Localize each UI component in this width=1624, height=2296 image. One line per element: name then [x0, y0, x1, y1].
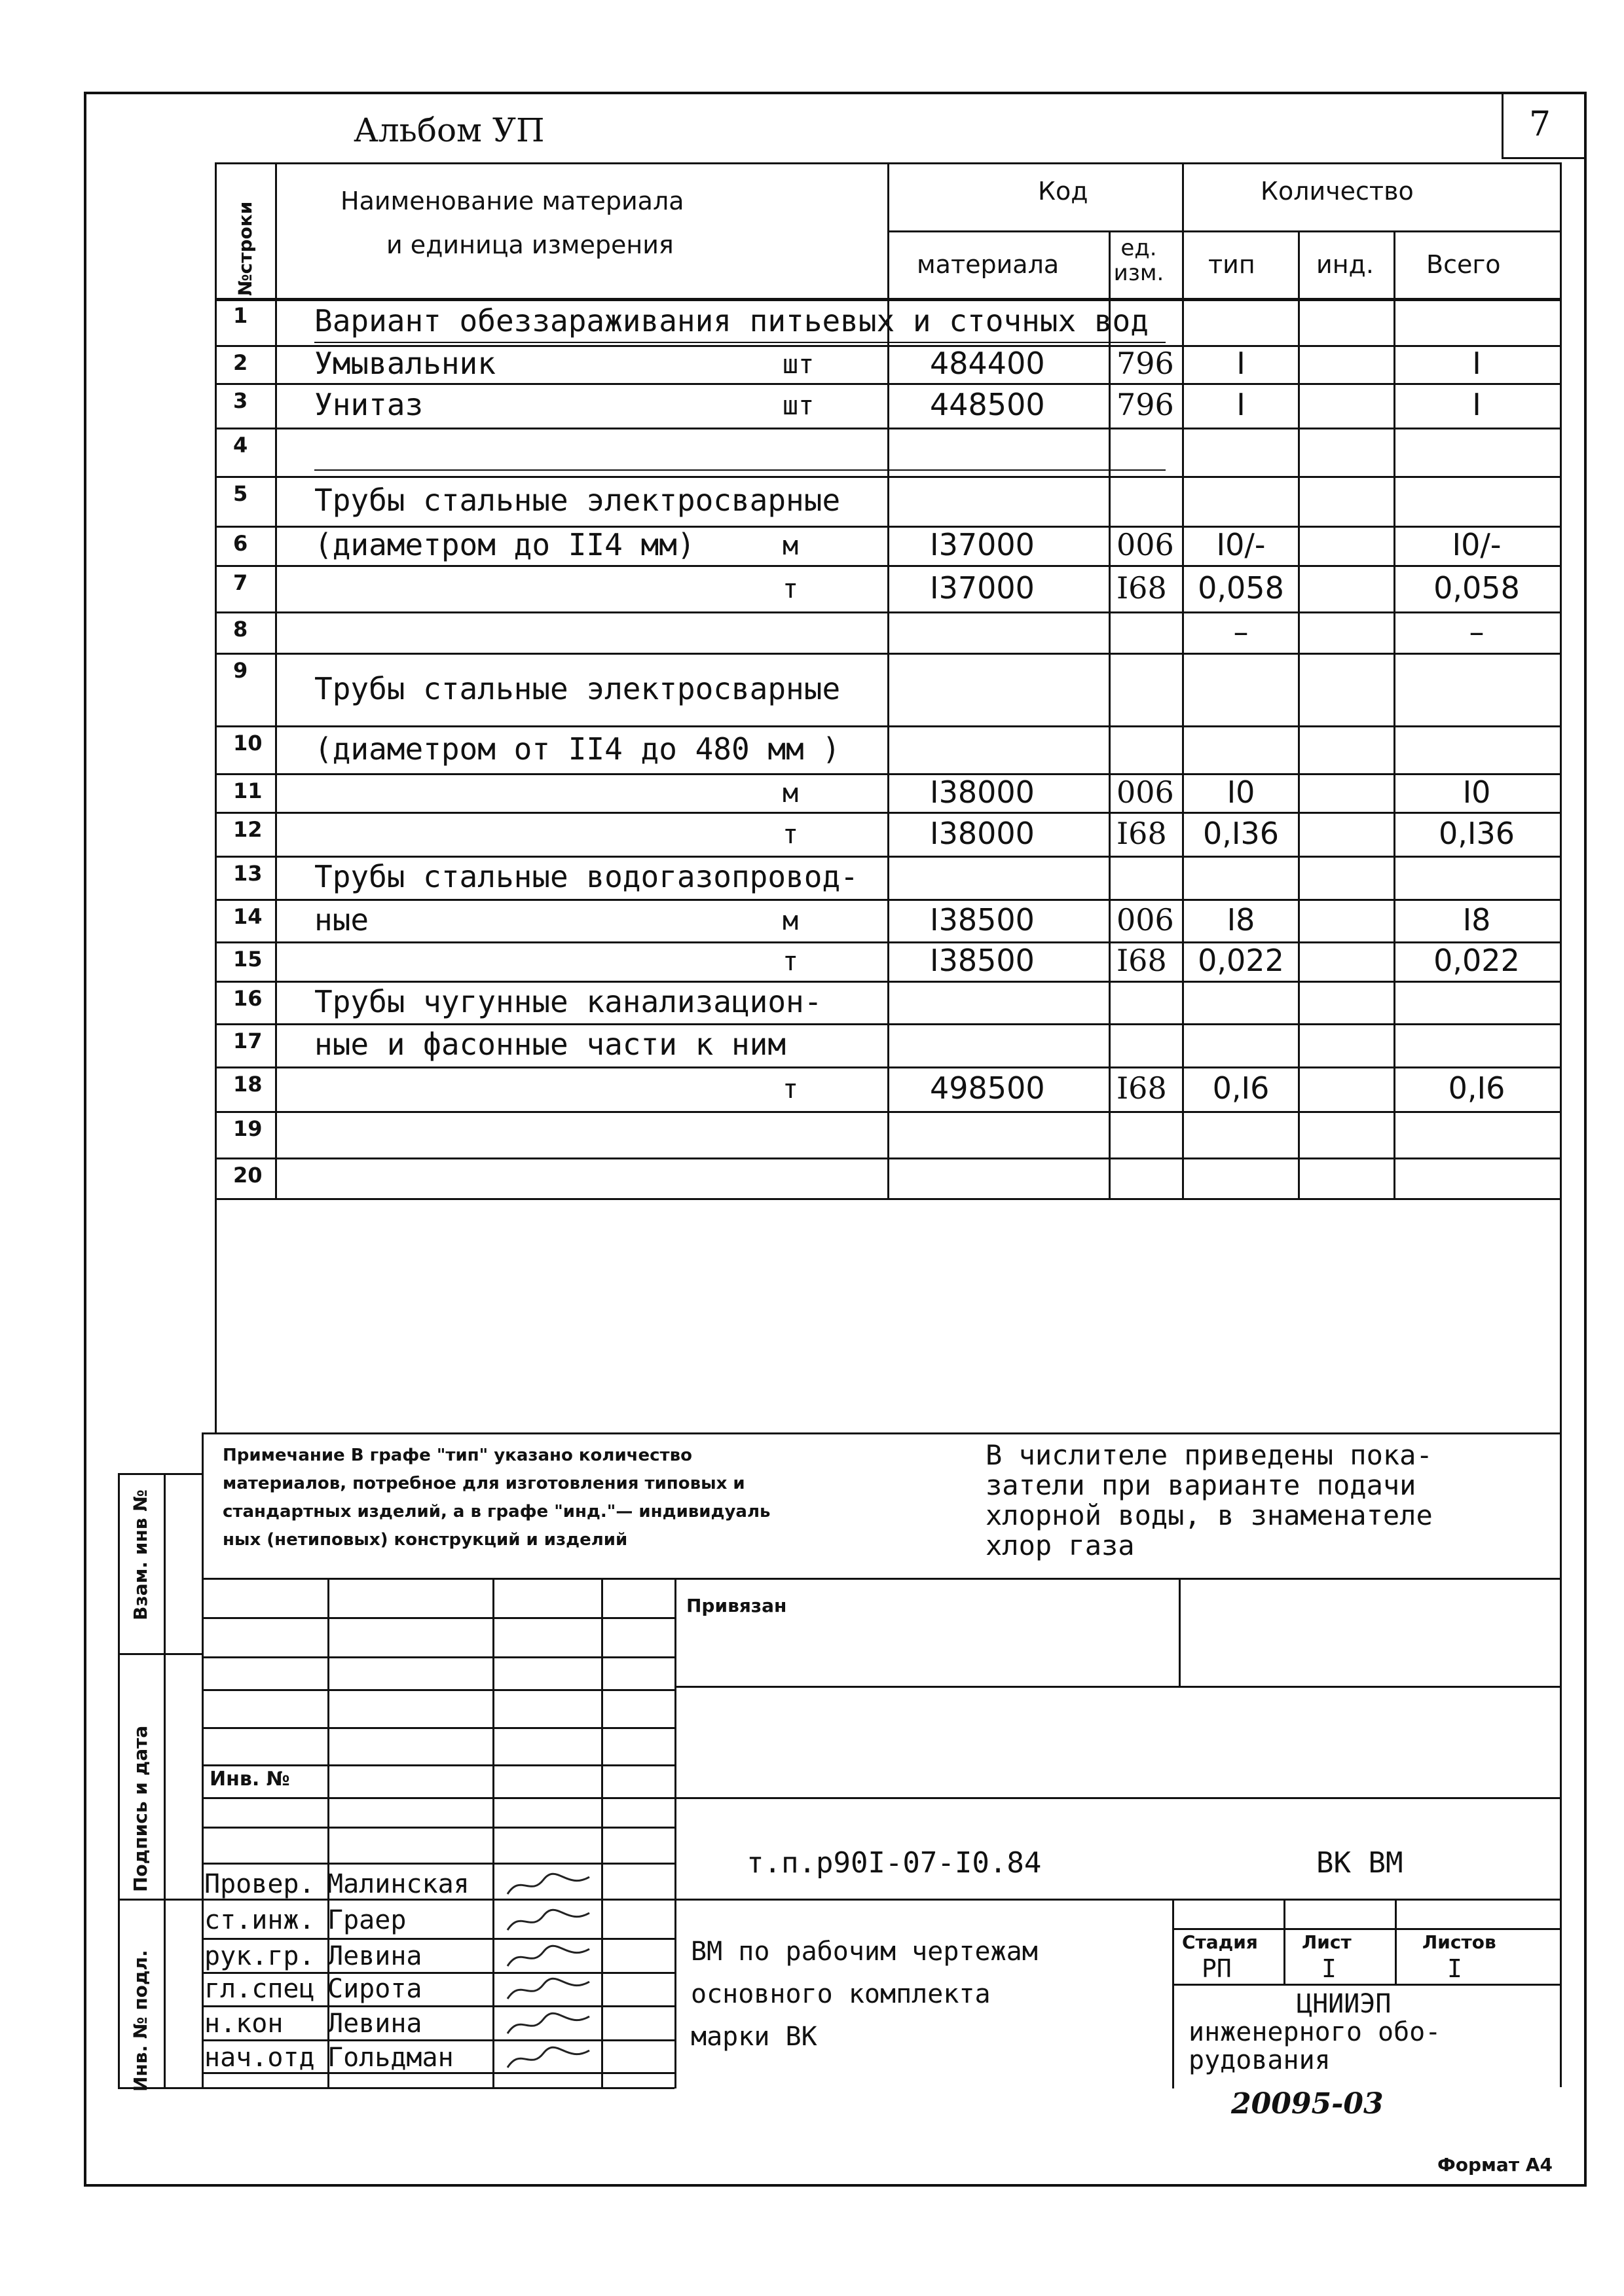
doc-title-line1: ВМ по рабочим чертежам	[691, 1937, 1038, 1967]
column-line	[1182, 230, 1184, 1198]
row-number: 9	[233, 658, 248, 683]
row-number: 13	[233, 861, 263, 886]
signer-name: Гольдман	[327, 2043, 454, 2073]
code-header: Код	[1038, 177, 1088, 206]
org-line1: ЦНИИЭП	[1297, 1989, 1392, 2019]
row-line	[215, 1198, 1560, 1200]
unit-of-measure: м	[783, 531, 799, 561]
qty-type: I0/-	[1216, 527, 1266, 562]
stamp-bottom-line	[118, 2087, 674, 2089]
material-code: 498500	[930, 1070, 1045, 1106]
row-number: 1	[233, 303, 248, 328]
privyazan-label: Привязан	[686, 1595, 787, 1616]
signature-mark	[504, 2044, 596, 2074]
column-line	[1393, 230, 1395, 1198]
designation-top	[674, 1797, 1560, 1799]
qty-type: I0	[1227, 774, 1255, 810]
material-code: I38000	[930, 774, 1035, 810]
material-name: Трубы чугунные канализацион-	[314, 983, 822, 1019]
row-number: 3	[233, 388, 248, 413]
sheets-label: Листов	[1422, 1931, 1496, 1953]
row-number: 5	[233, 481, 248, 506]
stage-value-line	[1172, 1984, 1560, 1986]
unit-of-measure: м	[783, 778, 799, 809]
material-name: (диаметром до II4 мм)	[314, 527, 695, 562]
sheet-label: Лист	[1302, 1931, 1352, 1953]
stage-value: РП	[1202, 1954, 1232, 1983]
signer-name: Левина	[327, 1941, 422, 1971]
qty-total: I0/-	[1452, 527, 1502, 562]
stamp-row-line	[202, 1938, 674, 1940]
row-number: 7	[233, 570, 248, 595]
row-number: 15	[233, 947, 263, 972]
signer-name: Граер	[327, 1905, 407, 1935]
column-line	[275, 162, 277, 1198]
side-column-split	[118, 1653, 202, 1655]
column-line	[215, 162, 217, 1198]
row-number: 6	[233, 531, 248, 556]
row-number: 11	[233, 778, 263, 803]
unit-code: 006	[1116, 774, 1174, 810]
material-name: Унитаз	[314, 387, 424, 422]
row-number-header: №строки	[234, 201, 256, 296]
doc-title-line2: основного комплекта	[691, 1979, 991, 2009]
unit-code: 006	[1116, 902, 1174, 938]
code-qty-separator	[1182, 162, 1184, 230]
stamp-column-line	[601, 1578, 603, 2088]
qty-total: –	[1469, 613, 1485, 649]
stamp-row-line	[202, 2039, 674, 2041]
unit-code: I68	[1116, 943, 1167, 978]
qty-type: I	[1236, 346, 1246, 381]
qty-total-header: Всего	[1426, 250, 1501, 279]
signer-role: нач.отд	[204, 2043, 315, 2073]
drawing-mark: ВК ВМ	[1316, 1846, 1403, 1880]
material-name: Трубы стальные электросварные	[314, 483, 841, 518]
signer-role: ст.инж.	[204, 1905, 315, 1935]
org-line3: рудования	[1189, 2045, 1331, 2075]
qty-type-header: тип	[1208, 250, 1255, 279]
stamp-row-line	[202, 1827, 674, 1829]
name-header-line1: Наименование материала	[341, 187, 684, 215]
qty-total: I	[1472, 346, 1481, 381]
material-code: 484400	[930, 346, 1045, 381]
qty-type: 0,I36	[1203, 815, 1279, 851]
org-split	[1172, 1899, 1174, 2088]
row-number: 12	[233, 817, 263, 842]
material-name: Трубы стальные электросварные	[314, 670, 841, 706]
inv-podl-label: Инв. № подл.	[130, 1950, 151, 2092]
row-underline	[314, 469, 1166, 471]
stamp-left-line	[202, 1432, 204, 2087]
row-number: 14	[233, 904, 263, 929]
stage-label: Стадия	[1182, 1931, 1258, 1953]
material-name: ные и фасонные части к ним	[314, 1027, 786, 1062]
signer-role: рук.гр.	[204, 1941, 315, 1971]
row-number: 19	[233, 1116, 263, 1141]
privyazan-bottom	[674, 1686, 1560, 1688]
inv-no-label: Инв. №	[210, 1768, 290, 1791]
row-number: 4	[233, 433, 248, 458]
qty-type: 0,058	[1198, 570, 1284, 606]
stamp-row-line	[202, 2005, 674, 2007]
qty-type: –	[1233, 613, 1249, 649]
stamp-row-line	[202, 1764, 674, 1766]
stage-header-line	[1172, 1928, 1560, 1930]
vzam-inv-label: Взам. инв №	[130, 1489, 151, 1620]
unit-code: I68	[1116, 1070, 1167, 1106]
unit-of-measure: т	[783, 1074, 799, 1104]
privyazan-split	[1179, 1578, 1181, 1686]
quantity-header: Количество	[1261, 177, 1414, 206]
qty-type: 0,I6	[1212, 1070, 1270, 1106]
sheet-value: I	[1321, 1954, 1337, 1983]
unit-of-measure: шт	[783, 350, 815, 380]
privyazan-top	[674, 1578, 1560, 1580]
qty-total: 0,I6	[1448, 1070, 1505, 1106]
page-number: 7	[1529, 105, 1551, 144]
material-code: I37000	[930, 570, 1035, 606]
side-column-line	[164, 1473, 166, 2088]
qty-type: I	[1236, 387, 1246, 422]
note-left-line3: стандартных изделий, а в графе "инд."— индивидуаль	[223, 1502, 771, 1522]
format-label: Формат А4	[1437, 2154, 1553, 2176]
stamp-row-line	[202, 1797, 674, 1799]
signature-mark	[504, 1975, 596, 2005]
row-number: 18	[233, 1072, 263, 1097]
unit-code: I68	[1116, 570, 1167, 606]
qty-total: 0,I36	[1439, 815, 1515, 851]
unit-of-measure: т	[783, 819, 799, 850]
unit-of-measure: т	[783, 574, 799, 604]
row-number: 17	[233, 1029, 263, 1053]
unit-code: 006	[1116, 527, 1174, 562]
row-underline	[314, 342, 1166, 343]
unit-of-measure: м	[783, 905, 799, 936]
signature-mark	[504, 1942, 596, 1973]
column-line	[1298, 230, 1300, 1198]
stamp-row-line	[202, 1863, 674, 1865]
material-code: I38000	[930, 815, 1035, 851]
note-left-line4: ных (нетиповых) конструкций и изделий	[223, 1530, 628, 1550]
unit-code: I68	[1116, 815, 1167, 851]
qty-total: I0	[1462, 774, 1491, 810]
qty-ind-header: инд.	[1316, 250, 1374, 279]
stamp-column-line	[492, 1578, 494, 2088]
signature-mark	[504, 2010, 596, 2040]
note-left-line	[215, 1198, 217, 1432]
note-right-line2: затели при варианте подачи	[986, 1469, 1416, 1501]
qty-total: I	[1472, 387, 1481, 422]
material-code: I37000	[930, 527, 1035, 562]
name-header-line2: и единица измерения	[386, 230, 674, 259]
unit-of-measure: т	[783, 947, 799, 977]
stamp-row-line	[202, 1617, 674, 1619]
note-left-line1: Примечание В графе "тип" указано количество	[223, 1446, 692, 1465]
sheet-column-line	[1395, 1899, 1397, 1984]
note-left-line2: материалов, потребное для изготовления типовых и	[223, 1474, 745, 1493]
designation: т.п.р90I-07-I0.84	[747, 1846, 1042, 1880]
unit-of-measure: шт	[783, 391, 815, 421]
stamp-row-line	[202, 1656, 674, 1658]
stamp-row-line	[202, 1727, 674, 1729]
row-number: 20	[233, 1163, 263, 1188]
archive-number: 20095-03	[1231, 2087, 1384, 2121]
code-material-header: материала	[917, 250, 1060, 279]
unit-code: 796	[1116, 387, 1174, 422]
code-unit-header: ед. изм.	[1113, 235, 1164, 286]
material-name: Умывальник	[314, 346, 496, 381]
doc-title-line3: марки ВК	[691, 2022, 817, 2052]
note-right-line3: хлорной воды, в знаменателе	[986, 1499, 1433, 1531]
material-code: I38500	[930, 943, 1035, 978]
signer-name: Сирота	[327, 1974, 422, 2004]
material-code: 448500	[930, 387, 1045, 422]
stamp-right-line	[1560, 1198, 1562, 2087]
qty-total: 0,022	[1433, 943, 1520, 978]
material-name: Вариант обеззараживания питьевых и сточных вод	[314, 303, 1149, 338]
org-line2: инженерного обо-	[1189, 2017, 1441, 2047]
album-title: Альбом УП	[354, 111, 545, 149]
column-line	[1560, 162, 1562, 1198]
signature-mark	[504, 1906, 596, 1937]
signer-name: Левина	[327, 2009, 422, 2039]
note-top-line	[202, 1432, 1560, 1434]
row-number: 2	[233, 350, 248, 375]
stamp-column-line	[674, 1578, 676, 2088]
note-right-line1: В числителе приведены пока-	[986, 1439, 1433, 1471]
page-number-divider-bottom	[1502, 157, 1587, 159]
stage-column-line	[1283, 1899, 1285, 1984]
side-column-split	[118, 1899, 202, 1901]
qty-total: 0,058	[1433, 570, 1520, 606]
unit-code: 796	[1116, 346, 1174, 381]
column-line	[1109, 230, 1111, 1198]
row-number: 16	[233, 986, 263, 1011]
qty-total: I8	[1462, 902, 1491, 938]
header-mid-line-qty	[1182, 230, 1560, 232]
sheets-value: I	[1447, 1954, 1462, 1983]
side-column-top	[118, 1473, 202, 1475]
signer-role: гл.спец	[204, 1974, 315, 2004]
podpis-data-label: Подпись и дата	[130, 1725, 151, 1892]
note-right-line4: хлор газа	[986, 1529, 1135, 1561]
signature-mark	[504, 1870, 596, 1901]
stamp-row-line	[202, 1578, 674, 1580]
side-column-outer	[118, 1473, 120, 2088]
material-code: I38500	[930, 902, 1035, 938]
material-name: ные	[314, 902, 369, 938]
signer-name: Малинская	[327, 1869, 470, 1899]
row-number: 10	[233, 731, 263, 756]
material-name: Трубы стальные водогазопровод-	[314, 859, 858, 894]
material-name: (диаметром от II4 до 480 мм )	[314, 731, 841, 767]
page-number-divider	[1502, 92, 1504, 157]
stamp-row-line	[202, 1689, 674, 1691]
qty-type: I8	[1227, 902, 1255, 938]
signer-role: Провер.	[204, 1869, 315, 1899]
qty-type: 0,022	[1198, 943, 1284, 978]
signer-role: н.кон	[204, 2009, 284, 2039]
designation-bottom	[674, 1899, 1560, 1901]
row-number: 8	[233, 617, 248, 642]
